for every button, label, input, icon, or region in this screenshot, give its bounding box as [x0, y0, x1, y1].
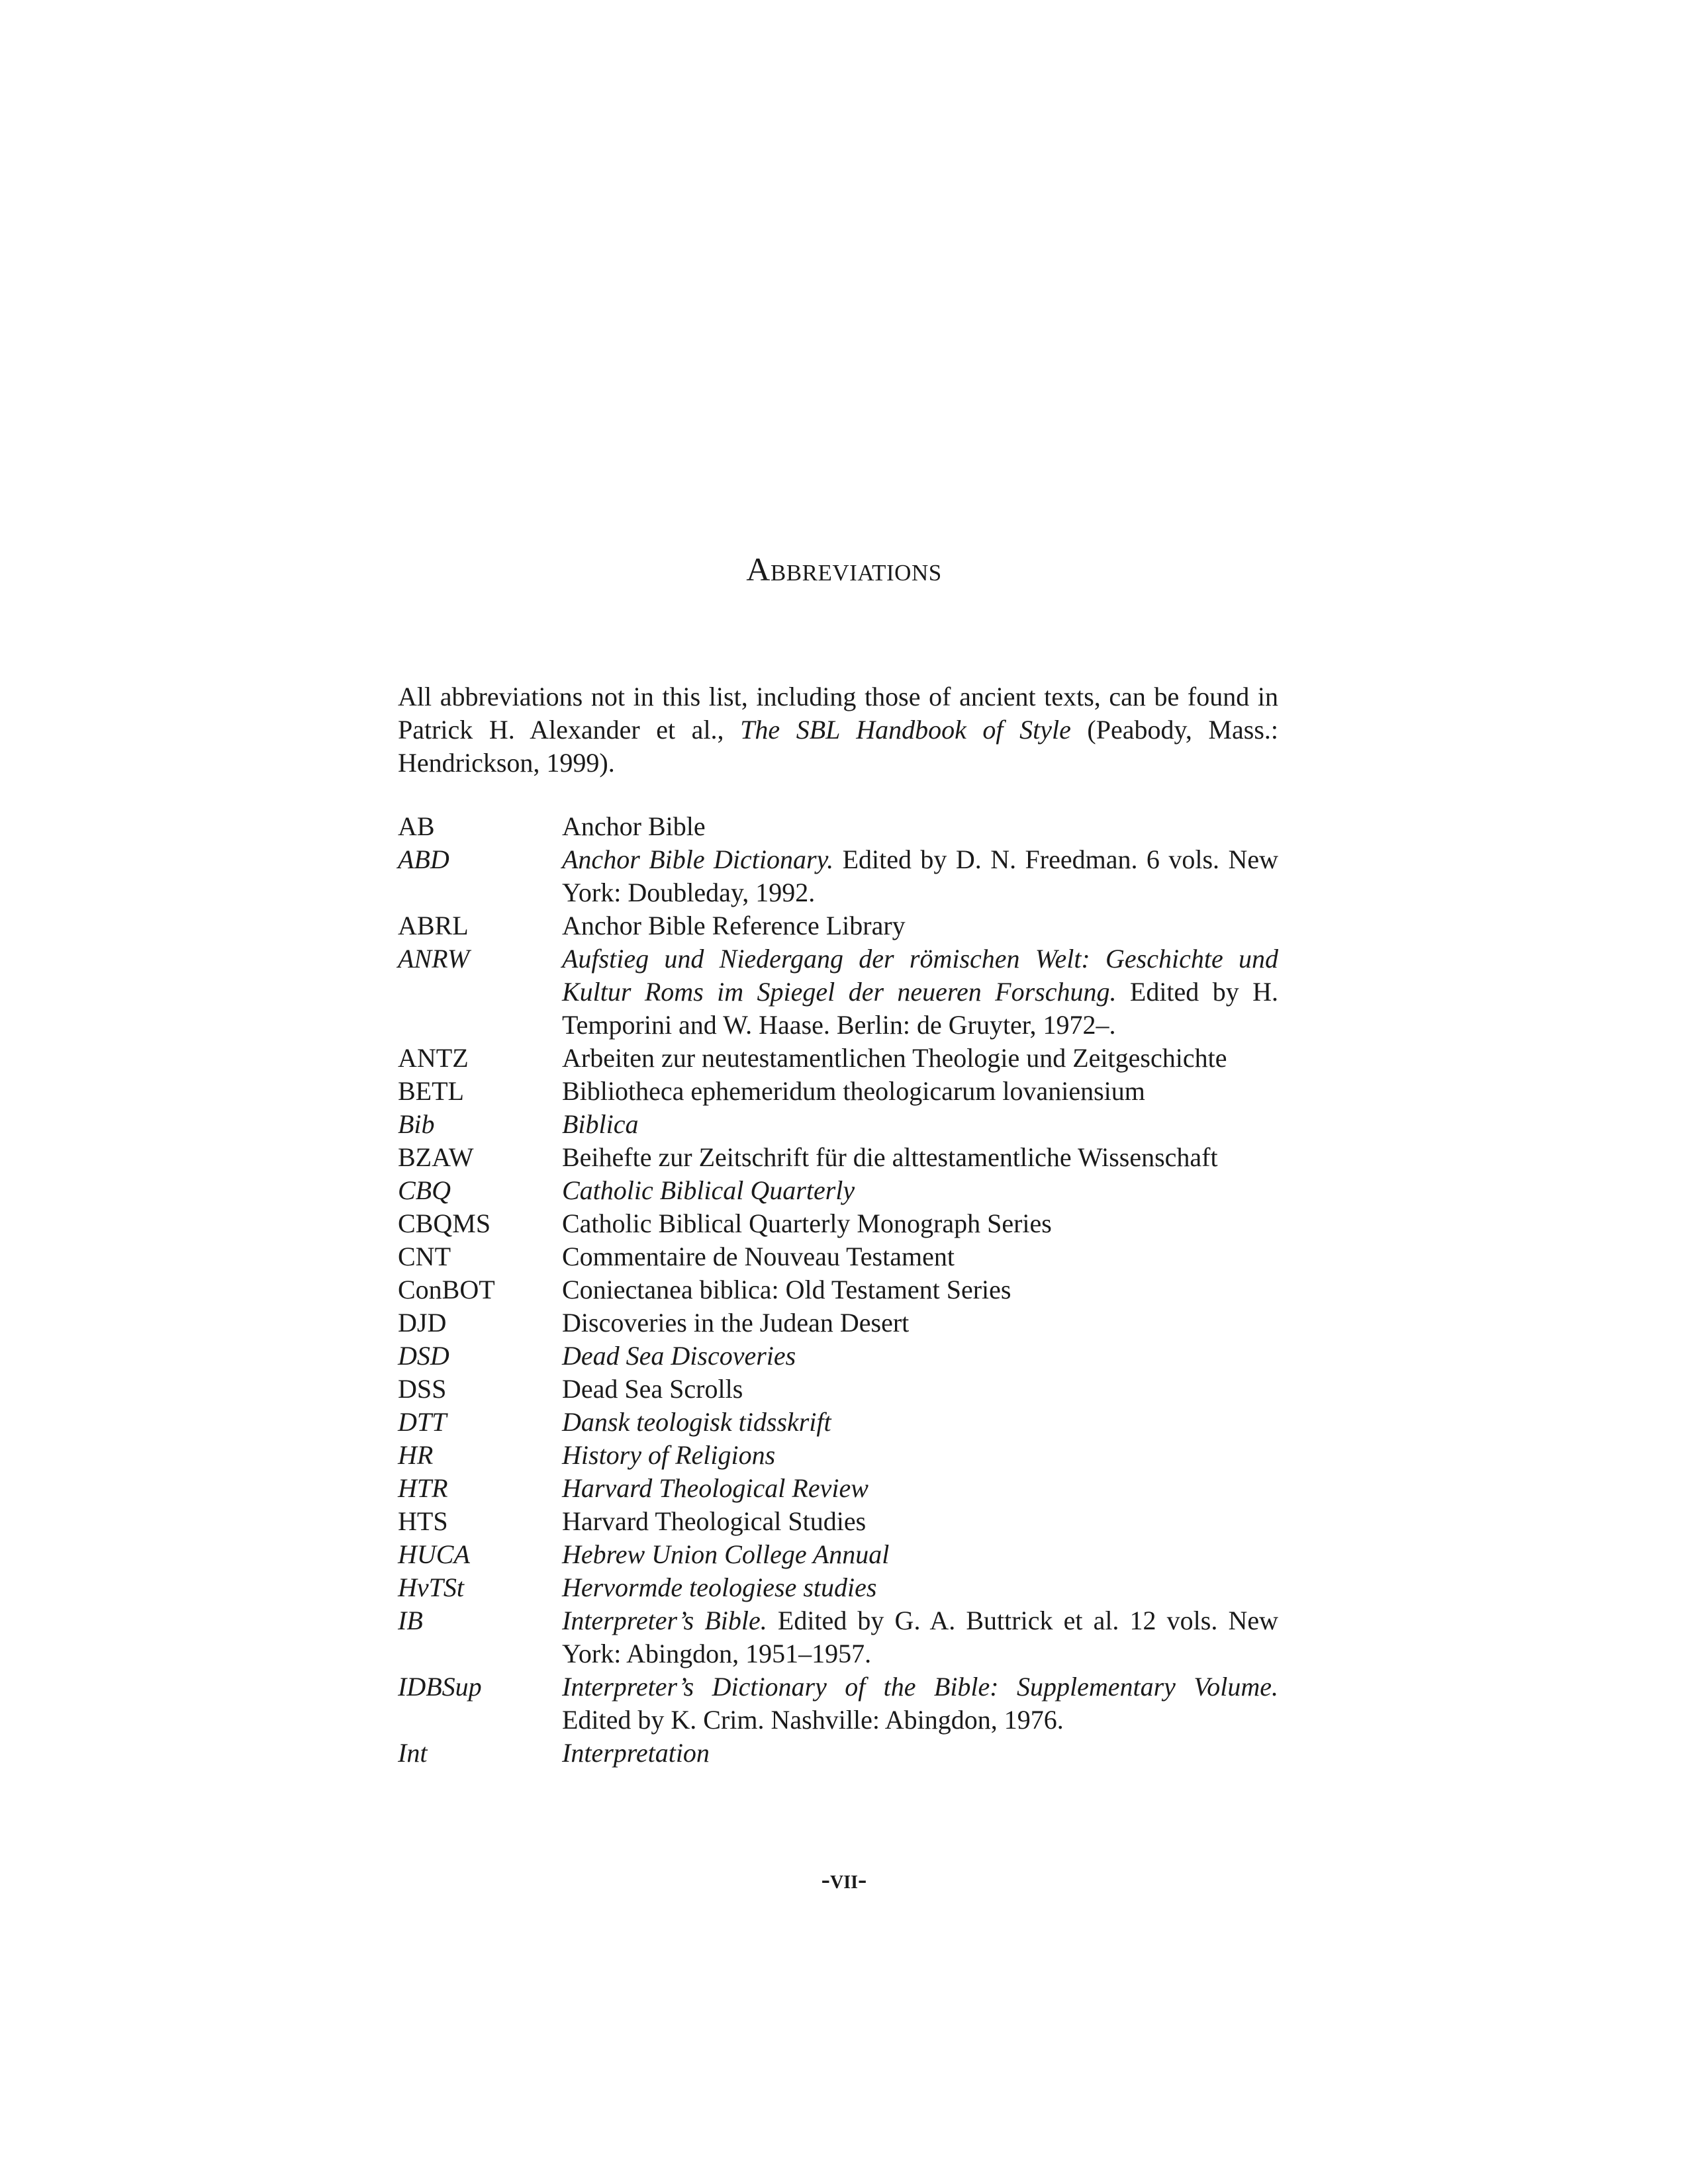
- abbreviation-description: [562, 1406, 1278, 1439]
- intro-cited-title: The SBL Handbook of Style: [740, 715, 1071, 745]
- description-text: Dead Sea Scrolls: [562, 1374, 743, 1404]
- abbreviation-entry: [398, 1108, 1278, 1141]
- abbreviation-key: DJD: [398, 1308, 447, 1338]
- description-title: Catholic Biblical Quarterly: [562, 1175, 855, 1205]
- description-text: Bibliotheca ephemeridum theologicarum lovaniensium: [562, 1076, 1145, 1106]
- abbreviation-key: CBQMS: [398, 1208, 491, 1238]
- abbreviation-description: [562, 1075, 1278, 1108]
- abbreviation-description: [562, 1042, 1278, 1075]
- description-title: Dead Sea Discoveries: [562, 1341, 796, 1371]
- description-text: Edited by K. Crim. Nashville: Abingdon, 1976.: [562, 1705, 1064, 1735]
- description-text: Coniectanea biblica: Old Testament Series: [562, 1275, 1011, 1304]
- abbreviation-key: CBQ: [398, 1175, 451, 1205]
- intro-paragraph: [398, 680, 1278, 780]
- abbreviation-key: ConBOT: [398, 1275, 495, 1304]
- abbreviation-description: [562, 1670, 1278, 1737]
- abbreviation-entry: [398, 1273, 1278, 1306]
- description-title: Hebrew Union College Annual: [562, 1539, 890, 1569]
- abbreviation-key: IDBSup: [398, 1672, 482, 1702]
- abbreviation-entry: [398, 1538, 1278, 1571]
- abbreviation-entry: [398, 1670, 1278, 1737]
- abbreviation-key: Bib: [398, 1109, 435, 1139]
- description-title: Anchor Bible Dictionary.: [562, 844, 834, 874]
- abbreviation-key: CNT: [398, 1242, 451, 1271]
- abbreviation-entry: [398, 1042, 1278, 1075]
- description-text: Discoveries in the Judean Desert: [562, 1308, 910, 1338]
- description-text: Beihefte zur Zeitschrift für die alttestamentliche Wissenschaft: [562, 1142, 1218, 1172]
- abbreviation-entry: [398, 942, 1278, 1042]
- abbreviation-entry: [398, 1340, 1278, 1373]
- abbreviation-entry: [398, 1472, 1278, 1505]
- abbreviation-key: AB: [398, 811, 435, 841]
- abbreviation-key: DSD: [398, 1341, 449, 1371]
- abbreviation-entry: [398, 810, 1278, 843]
- abbreviation-key: ANRW: [398, 944, 470, 974]
- abbreviation-description: [562, 1340, 1278, 1373]
- description-text: Edited by D. N. Freedman. 6 vols. New York: Doubleday, 1992.: [562, 844, 1278, 907]
- abbreviation-key: HTS: [398, 1506, 448, 1536]
- abbreviation-description: [562, 1108, 1278, 1141]
- abbreviation-description: [562, 1373, 1278, 1406]
- abbreviation-entry: [398, 1604, 1278, 1670]
- abbreviation-entry: [398, 1240, 1278, 1273]
- abbreviation-description: [562, 1207, 1278, 1240]
- abbreviation-key: Int: [398, 1738, 428, 1768]
- abbreviation-description: [562, 1604, 1278, 1670]
- abbreviation-description: [562, 843, 1278, 909]
- description-text: Edited by G. A. Buttrick et al. 12 vols. New York: Abingdon, 1951–1957.: [562, 1606, 1279, 1668]
- abbreviation-description: [562, 1472, 1278, 1505]
- description-text: Commentaire de Nouveau Testament: [562, 1242, 955, 1271]
- abbreviation-key: ABRL: [398, 911, 469, 940]
- abbreviation-key: HUCA: [398, 1539, 470, 1569]
- abbreviation-description: [562, 1505, 1278, 1538]
- abbreviation-description: [562, 909, 1278, 942]
- abbreviation-description: [562, 1439, 1278, 1472]
- abbreviation-key: DSS: [398, 1374, 447, 1404]
- abbreviation-description: [562, 1538, 1278, 1571]
- description-text: Harvard Theological Studies: [562, 1506, 867, 1536]
- abbreviation-key: ABD: [398, 844, 449, 874]
- description-text: Anchor Bible Reference Library: [562, 911, 906, 940]
- description-title: Hervormde teologiese studies: [562, 1572, 877, 1602]
- intro-text-before: All abbreviations not in this list, including those of ancient texts, can be found in Patrick H. Alexander et al.,: [398, 682, 1278, 745]
- abbreviation-entry: [398, 1075, 1278, 1108]
- abbreviation-entry: [398, 1505, 1278, 1538]
- abbreviation-entry: [398, 909, 1278, 942]
- abbreviation-key: IB: [398, 1606, 423, 1635]
- abbreviation-description: [562, 1571, 1278, 1604]
- description-text: Arbeiten zur neutestamentlichen Theologie und Zeitgeschichte: [562, 1043, 1227, 1073]
- abbreviation-entry: [398, 1306, 1278, 1340]
- description-title: Dansk teologisk tidsskrift: [562, 1407, 831, 1437]
- intro-text-after: (Peabody, Mass.: Hendrickson, 1999).: [398, 715, 1278, 778]
- description-title: History of Religions: [562, 1440, 776, 1470]
- description-text: Anchor Bible: [562, 811, 706, 841]
- abbreviation-description: [562, 1273, 1278, 1306]
- abbreviation-entry: [398, 1737, 1278, 1770]
- page-number: -vii-: [821, 1864, 867, 1894]
- abbreviation-description: [562, 1240, 1278, 1273]
- abbreviation-list: [398, 810, 1278, 1770]
- abbreviation-entry: [398, 1439, 1278, 1472]
- abbreviation-key: HvTSt: [398, 1572, 464, 1602]
- description-title: Interpretation: [562, 1738, 710, 1768]
- abbreviation-entry: [398, 1406, 1278, 1439]
- abbreviation-key: DTT: [398, 1407, 447, 1437]
- abbreviation-description: [562, 1737, 1278, 1770]
- abbreviation-key: BETL: [398, 1076, 464, 1106]
- description-title: Aufstieg und Niedergang der römischen Welt: Geschichte und Kultur Roms im Spiegel der neueren Forschung.: [562, 944, 1278, 1007]
- abbreviation-key: HR: [398, 1440, 434, 1470]
- abbreviation-entry: [398, 1174, 1278, 1207]
- abbreviation-description: [562, 942, 1278, 1042]
- abbreviation-description: [562, 810, 1278, 843]
- abbreviation-description: [562, 1306, 1278, 1340]
- description-title: Interpreter’s Bible.: [562, 1606, 767, 1635]
- description-title: Harvard Theological Review: [562, 1473, 868, 1503]
- description-title: Biblica: [562, 1109, 639, 1139]
- abbreviation-key: BZAW: [398, 1142, 474, 1172]
- abbreviation-entry: [398, 1207, 1278, 1240]
- abbreviation-description: [562, 1141, 1278, 1174]
- abbreviation-key: HTR: [398, 1473, 448, 1503]
- abbreviation-description: [562, 1174, 1278, 1207]
- abbreviation-entry: [398, 843, 1278, 909]
- description-title: Interpreter’s Dictionary of the Bible: Supplementary Volume.: [562, 1672, 1278, 1702]
- description-text: Edited by H. Temporini and W. Haase. Berlin: de Gruyter, 1972–.: [562, 977, 1278, 1040]
- abbreviation-entry: [398, 1141, 1278, 1174]
- abbreviation-entry: [398, 1373, 1278, 1406]
- description-text: Catholic Biblical Quarterly Monograph Series: [562, 1208, 1052, 1238]
- abbreviation-entry: [398, 1571, 1278, 1604]
- page-title: Abbreviations: [746, 551, 942, 588]
- abbreviation-key: ANTZ: [398, 1043, 469, 1073]
